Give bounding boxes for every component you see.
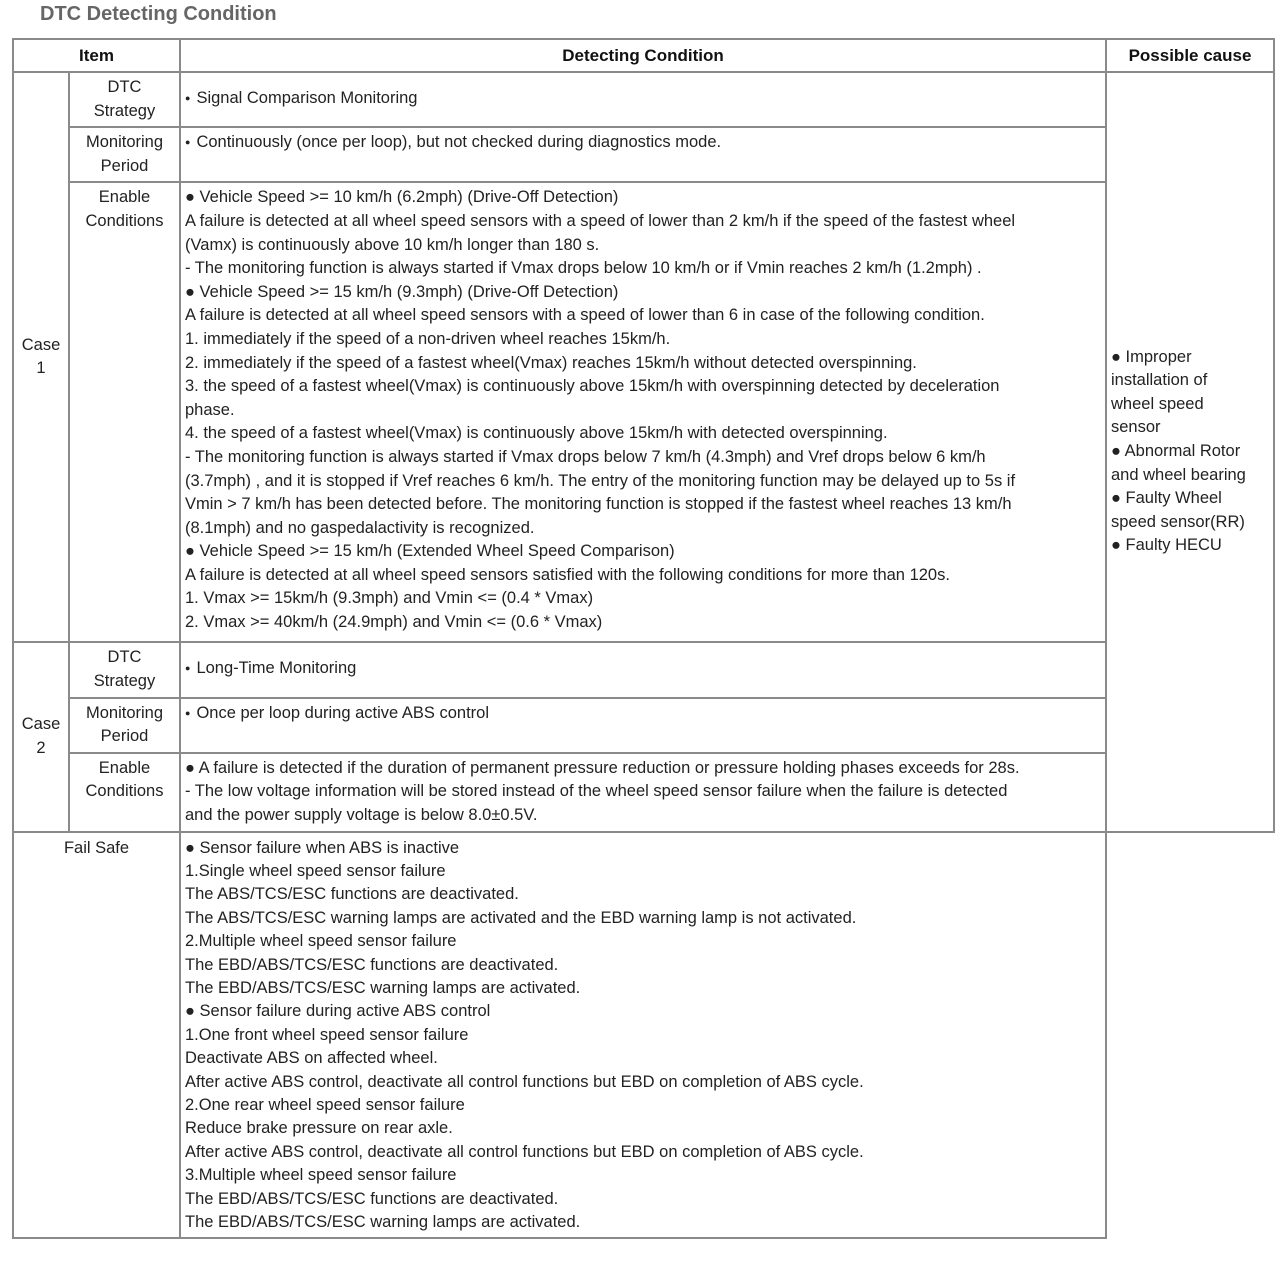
header-item: Item: [13, 39, 180, 72]
case2-enable-label: Enable Conditions: [69, 753, 180, 832]
cause-line: ● Improper: [1111, 347, 1192, 366]
condition-line: ● Vehicle Speed >= 10 km/h (6.2mph) (Drive-Off Detection): [185, 188, 619, 207]
cause-line: ● Faulty Wheel: [1111, 489, 1222, 508]
case1-strategy-row: [13, 72, 1274, 127]
condition-line: 3. the speed of a fastest wheel(Vmax) is continuously above 15km/h with overspinning detected by deceleration: [185, 377, 1000, 396]
fail-safe-label: Fail Safe: [13, 832, 180, 1239]
fail-safe-value: [180, 832, 1106, 1239]
condition-line: (8.1mph) and no gaspedalactivity is recognized.: [185, 518, 535, 537]
cause-line: ● Abnormal Rotor: [1111, 441, 1241, 460]
condition-line: 1. Vmax >= 15km/h (9.3mph) and Vmin <= (0.4 * Vmax): [185, 589, 594, 608]
fail-safe-line: The EBD/ABS/TCS/ESC warning lamps are activated.: [185, 1213, 581, 1232]
cause-line: and wheel bearing: [1111, 465, 1246, 484]
condition-line: A failure is detected at all wheel speed sensors with a speed of lower than 2 km/h if the speed of the fastest wheel: [185, 211, 1016, 230]
case2-strategy-label: DTC Strategy: [69, 642, 180, 697]
case2-label: Case 2: [13, 642, 69, 831]
condition-line: 1. immediately if the speed of a non-driven wheel reaches 15km/h.: [185, 329, 671, 348]
condition-line: (3.7mph) , and it is stopped if Vref reaches 6 km/h. The entry of the monitoring function may be delayed up to 5s if: [185, 471, 1016, 490]
case2-strategy-value: ● Long-Time Monitoring: [180, 642, 1106, 697]
case2-period-value: ● Once per loop during active ABS control: [180, 698, 1106, 753]
condition-line: ● Vehicle Speed >= 15 km/h (9.3mph) (Drive-Off Detection): [185, 282, 619, 301]
condition-line: and the power supply voltage is below 8.0±0.5V.: [185, 805, 538, 824]
cause-line: sensor: [1111, 418, 1161, 437]
fail-safe-line: Deactivate ABS on affected wheel.: [185, 1049, 438, 1068]
condition-line: 2. Vmax >= 40km/h (24.9mph) and Vmin <= (0.6 * Vmax): [185, 613, 603, 632]
case1-period-label: Monitoring Period: [69, 127, 180, 182]
case2-strategy-row: [13, 642, 1274, 697]
fail-safe-line: The EBD/ABS/TCS/ESC functions are deactivated.: [185, 1189, 559, 1208]
fail-safe-line: 3.Multiple wheel speed sensor failure: [185, 1166, 457, 1185]
header-condition: Detecting Condition: [180, 39, 1106, 72]
condition-line: - The monitoring function is always started if Vmax drops below 7 km/h (4.3mph) and Vref drops below 6 km/h: [185, 447, 986, 466]
cause-line: installation of: [1111, 371, 1208, 390]
header-row: [13, 39, 1274, 72]
fail-safe-line: 2.Multiple wheel speed sensor failure: [185, 932, 457, 951]
case1-enable-label: Enable Conditions: [69, 182, 180, 642]
condition-line: (Vamx) is continuously above 10 km/h longer than 180 s.: [185, 235, 600, 254]
fail-safe-line: ● Sensor failure when ABS is inactive: [185, 838, 460, 857]
case1-strategy-label: DTC Strategy: [69, 72, 180, 127]
case2-enable-row: [13, 753, 1274, 832]
fail-safe-line: Reduce brake pressure on rear axle.: [185, 1119, 453, 1138]
fail-safe-line: The ABS/TCS/ESC warning lamps are activated and the EBD warning lamp is not activated.: [185, 908, 857, 927]
header-cause: Possible cause: [1106, 39, 1274, 72]
fail-safe-line: ● Sensor failure during active ABS control: [185, 1002, 491, 1021]
condition-line: ● A failure is detected if the duration of permanent pressure reduction or pressure holding phases exceeds for 28s.: [185, 758, 1020, 777]
fail-safe-line: 2.One rear wheel speed sensor failure: [185, 1096, 465, 1114]
condition-line: - The low voltage information will be stored instead of the wheel speed sensor failure when the failure is detected: [185, 782, 1008, 801]
condition-line: - The monitoring function is always started if Vmax drops below 10 km/h or if Vmin reaches 2 km/h (1.2mph) .: [185, 259, 982, 278]
case2-enable-value: [180, 753, 1106, 832]
fail-safe-line: 1.Single wheel speed sensor failure: [185, 861, 446, 880]
possible-cause-cell: [1106, 72, 1274, 832]
cause-line: ● Faulty HECU: [1111, 536, 1222, 555]
fail-safe-line: After active ABS control, deactivate all control functions but EBD on completion of ABS cycle.: [185, 1072, 864, 1091]
condition-line: Vmin > 7 km/h has been detected before. The monitoring function is stopped if the fastest wheel reaches 13 km/h: [185, 495, 1012, 514]
fail-safe-line: The ABS/TCS/ESC functions are deactivated.: [185, 885, 519, 904]
case1-enable-row: [13, 182, 1274, 642]
fail-safe-line: The EBD/ABS/TCS/ESC functions are deactivated.: [185, 955, 559, 974]
condition-line: phase.: [185, 400, 235, 419]
dtc-table: [12, 38, 1275, 1239]
condition-line: ● Vehicle Speed >= 15 km/h (Extended Wheel Speed Comparison): [185, 542, 675, 561]
case1-period-value: ● Continuously (once per loop), but not checked during diagnostics mode.: [180, 127, 1106, 182]
case2-period-label: Monitoring Period: [69, 698, 180, 753]
fail-safe-line: The EBD/ABS/TCS/ESC warning lamps are activated.: [185, 978, 581, 997]
cause-line: wheel speed: [1111, 394, 1204, 413]
fail-safe-line: 1.One front wheel speed sensor failure: [185, 1025, 469, 1044]
condition-line: A failure is detected at all wheel speed sensors with a speed of lower than 6 in case of the following condition.: [185, 306, 985, 325]
condition-line: 2. immediately if the speed of a fastest wheel(Vmax) reaches 15km/h without detected overspinning.: [185, 353, 917, 372]
case1-label: Case 1: [13, 72, 69, 642]
condition-line: 4. the speed of a fastest wheel(Vmax) is continuously above 15km/h with detected overspinning.: [185, 424, 888, 443]
condition-line: A failure is detected at all wheel speed sensors satisfied with the following conditions for more than 120s.: [185, 565, 950, 584]
case1-enable-value: [180, 182, 1106, 642]
case1-period-row: [13, 127, 1274, 182]
case2-period-row: [13, 698, 1274, 753]
case1-strategy-value: ● Signal Comparison Monitoring: [180, 72, 1106, 127]
cause-line: speed sensor(RR): [1111, 512, 1245, 531]
fail-safe-row: [13, 832, 1274, 1239]
fail-safe-line: After active ABS control, deactivate all control functions but EBD on completion of ABS cycle.: [185, 1142, 864, 1161]
page-title: DTC Detecting Condition: [40, 3, 277, 25]
